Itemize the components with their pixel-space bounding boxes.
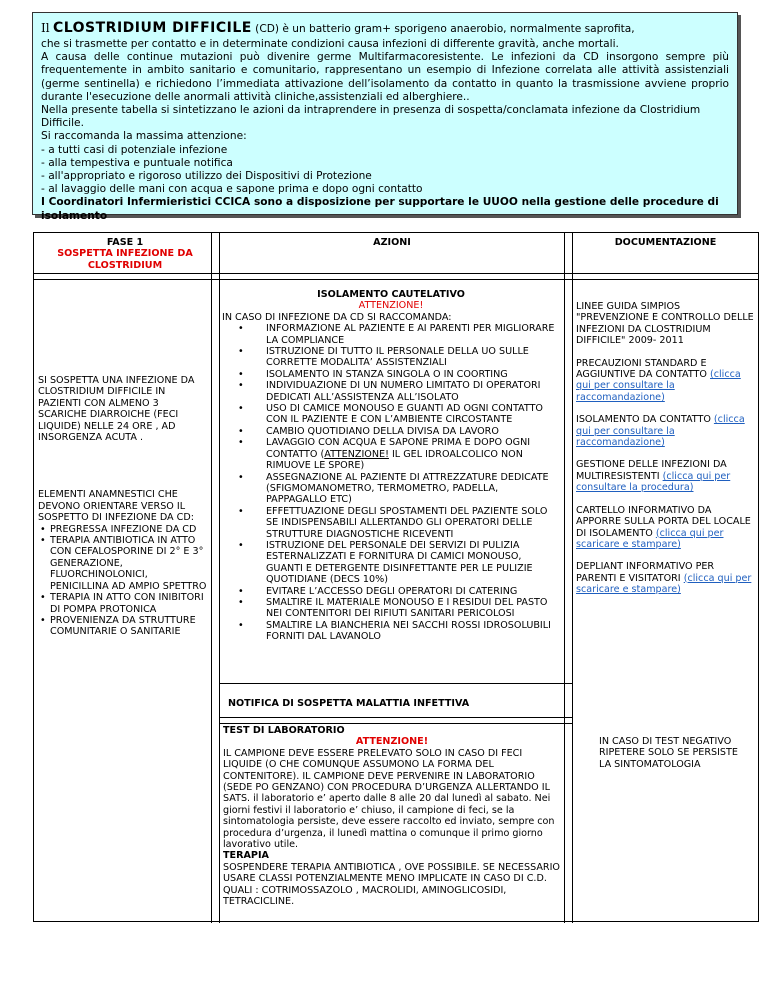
leaflet-link[interactable]: (clicca qui per scaricare e stampare) bbox=[576, 572, 752, 596]
isolation-cell bbox=[222, 289, 560, 643]
intro-line-2: che si trasmette per contatto e in determinate condizioni causa infezioni di differente gravità, anche mortali. bbox=[41, 38, 619, 50]
procedure-table bbox=[33, 232, 759, 922]
left-column bbox=[38, 375, 208, 638]
list-item bbox=[266, 437, 560, 471]
intro-recommend: Si raccomanda la massima attenzione: bbox=[41, 130, 247, 143]
intro-bullet: - al lavaggio delle mani con acqua e sapone prima e dopo ogni contatto bbox=[41, 183, 423, 196]
therapy-text: SOSPENDERE TERAPIA ANTIBIOTICA , OVE POSSIBILE. SE NECESSARIO USARE CLASSI POTENZIALMENTE MENO IMPLICATE IN CASO DI C.D. QUALI : COTRIMOSSAZOLO , MACROLIDI, AMINOGLICOSIDI, TETRACICLINE. bbox=[223, 861, 560, 908]
leaflet-info bbox=[576, 561, 756, 595]
list-item: • INDIVIDUAZIONE DI UN NUMERO LIMITATO DI OPERATORI DEDICATI ALL’ASSISTENZA ALL’ISOLATO bbox=[266, 380, 560, 403]
intro-box bbox=[32, 12, 738, 222]
lab-warning: ATTENZIONE! bbox=[355, 736, 429, 748]
suspect-text: SI SOSPETTA UNA INFEZIONE DA CLOSTRIDIUM DIFFICILE IN PAZIENTI CON ALMENO 3 SCARICHE DIARROICHE (FECI LIQUIDE) NELLE 24 ORE , AD INSORGENZA ACUTA . bbox=[38, 375, 195, 444]
intro-il: Il bbox=[41, 21, 50, 35]
header-documentation: DOCUMENTAZIONE bbox=[614, 237, 717, 248]
standard-text: PRECAUZIONI STANDARD E AGGIUNTIVE DA CONTATTO bbox=[576, 357, 710, 381]
intro-bullet: - alla tempestiva e puntuale notifica bbox=[41, 156, 233, 169]
list-item: • CAMBIO QUOTIDIANO DELLA DIVISA DA LAVORO bbox=[266, 426, 560, 437]
wash-end: IL GEL IDROALCOLICO NON RIMUOVE LE SPORE) bbox=[266, 448, 523, 472]
lab-text-caps: IL CAMPIONE DEVE ESSERE PRELEVATO SOLO IN CASO DI FECI LIQUIDE (O CHE COMUNQUE ASSUMONO LA FORMA DEL CONTENITORE). IL CAMPIONE DEVE PERVENIRE IN LABORATORIO (SEDE PO GENZANO) CON PROCEDURA D’URGENZA ALLERTANDO IL SATS. bbox=[223, 747, 550, 805]
header-actions: AZIONI bbox=[373, 237, 411, 248]
header-phase: FASE 1 bbox=[106, 237, 144, 248]
lab-text bbox=[223, 748, 561, 851]
isolation-warning: ATTENZIONE! bbox=[358, 300, 424, 312]
intro-paragraph: A causa delle continue mutazioni può divenire germe Multifarmacoresistente. Le infezioni da CD insorgono sempre più frequentemente in ambito sanitario e comunitario, rappresentano un esempio di Infezione correlata alle attività assistenziali (germe sentinella) e richiedono l’immediata attivazione dell’isolamento da contatto in quanto la trasmissione avviene proprio durante l'esecuzione delle anormali attività cliniche,assistenziali ed alberghiere.. bbox=[41, 51, 729, 103]
list-item: • PROVENIENZA DA STRUTTURE COMUNITARIE O SANITARIE bbox=[50, 615, 208, 638]
list-item: • USO DI CAMICE MONOUSO E GUANTI AD OGNI CONTATTO CON IL PAZIENTE E CON L’AMBIENTE CIRCOSTANTE bbox=[266, 403, 560, 426]
multires-link[interactable]: (clicca qui per consultare la procedura) bbox=[576, 470, 731, 494]
negative-test-note: IN CASO DI TEST NEGATIVO RIPETERE SOLO SE PERSISTE LA SINTOMATOLOGIA bbox=[599, 736, 738, 770]
intro-bullet: - all'appropriato e rigoroso utilizzo dei Dispositivi di Protezione bbox=[41, 170, 372, 183]
list-item: • EVITARE L’ACCESSO DEGLI OPERATORI DI CATERING bbox=[266, 586, 560, 597]
list-item: • TERAPIA ANTIBIOTICA IN ATTO CON CEFALOSPORINE DI 2° E 3° GENERAZIONE, FLUORCHINOLONICI, PENICILLINA AD AMPIO SPETTRO bbox=[50, 535, 208, 592]
list-item: • ASSEGNAZIONE AL PAZIENTE DI ATTREZZATURE DEDICATE (SFIGMOMANOMETRO, TERMOMETRO, PADELLA, PAPPAGALLO ETC) bbox=[266, 472, 560, 506]
intro-brand: CLOSTRIDIUM DIFFICILE bbox=[52, 20, 252, 36]
contact-link[interactable]: (clicca qui per consultare la raccomandazione) bbox=[576, 414, 745, 449]
contact-isolation bbox=[576, 414, 756, 448]
guideline-text: LINEE GUIDA SIMPIOS "PREVENZIONE E CONTROLLO DELLE INFEZIONI DA CLOSTRIDIUM DIFFICILE" 2009- 2011 bbox=[576, 301, 754, 347]
multires-management bbox=[576, 459, 756, 493]
list-item: • ISTRUZIONE DEL PERSONALE DEI SERVIZI DI PULIZIA ESTERNALIZZATI E FORNITURA DI CAMICI MONOUSO, GUANTI E DETERGENTE DISINFETTANTE PER LE PULIZIE QUOTIDIANE (DECS 10%) bbox=[266, 540, 560, 586]
list-item: • SMALTIRE LA BIANCHERIA NEI SACCHI ROSSI IDROSOLUBILI FORNITI DAL LAVANOLO bbox=[266, 620, 560, 643]
list-item: • ISOLAMENTO IN STANZA SINGOLA O IN COORTING bbox=[266, 369, 560, 380]
list-item: • PREGRESSA INFEZIONE DA CD bbox=[50, 524, 208, 535]
header-phase-cell bbox=[46, 237, 204, 271]
list-item: • EFFETTUAZIONE DEGLI SPOSTAMENTI DEL PAZIENTE SOLO SE INDISPENSABILI ALLERTANDO GLI OPERATORI DELLE STRUTTURE DIAGNOSTICHE RICEVENTI bbox=[266, 506, 560, 540]
intro-bullet: - a tutti casi di potenziale infezione bbox=[41, 143, 228, 156]
multires-text: GESTIONE DELLE INFEZIONI DA MULTIRESISTENTI bbox=[576, 459, 727, 482]
anamnesis-title: ELEMENTI ANAMNESTICI CHE DEVONO ORIENTARE VERSO IL SOSPETTO DI INFEZIONE DA CD: bbox=[38, 489, 194, 524]
standard-precautions bbox=[576, 358, 756, 404]
list-item: • SMALTIRE IL MATERIALE MONOUSO E I RESIDUI DEL PASTO NEI CONTENITORI DEI RIFIUTI SANITARI PERICOLOSI bbox=[266, 597, 560, 620]
intro-paragraph-2: Nella presente tabella si sintetizzano le azioni da intraprendere in presenza di sospetta/conclamata infezione da Clostridium Difficile. bbox=[41, 104, 701, 130]
poster-text: CARTELLO INFORMATIVO DA APPORRE SULLA PORTA DEL LOCALE DI ISOLAMENTO bbox=[576, 504, 751, 539]
wash-start: LAVAGGIO CON ACQUA E SAPONE PRIMA E DOPO OGNI CONTATTO ( bbox=[266, 437, 531, 460]
documentation-cell bbox=[576, 301, 756, 607]
standard-link[interactable]: (clicca qui per consultare la raccomandazione) bbox=[576, 369, 741, 403]
list-item: • ISTRUZIONE DI TUTTO IL PERSONALE DELLA UO SULLE CORRETTE MODALITA’ ASSISTENZIALI bbox=[266, 346, 560, 369]
lab-cell bbox=[223, 725, 561, 908]
isolation-title: ISOLAMENTO CAUTELATIVO bbox=[317, 289, 465, 300]
wash-attention: ATTENZIONE! bbox=[324, 448, 389, 460]
leaflet-text: DEPLIANT INFORMATIVO PER PARENTI E VISITATORI bbox=[576, 561, 715, 584]
intro-title-line bbox=[41, 19, 729, 38]
isolation-intro: IN CASO DI INFEZIONE DA CD SI RACCOMANDA: bbox=[222, 311, 452, 323]
notify-row: NOTIFICA DI SOSPETTA MALATTIA INFETTIVA bbox=[228, 698, 470, 709]
intro-closing: I Coordinatori Infermieristici CCICA sono a disposizione per supportare le UUOO nella gestione delle procedure di isolamento bbox=[41, 196, 719, 222]
therapy-title: TERAPIA bbox=[223, 850, 269, 862]
isolation-list bbox=[222, 323, 560, 642]
poster-link[interactable]: (clicca qui per scaricare e stampare) bbox=[576, 527, 724, 550]
list-item: • TERAPIA IN ATTO CON INIBITORI DI POMPA PROTONICA bbox=[50, 592, 208, 615]
anamnesis-list bbox=[38, 524, 208, 638]
intro-title-rest: (CD) è un batterio gram+ sporigeno anaerobio, normalmente saprofita, bbox=[251, 23, 635, 35]
poster-info bbox=[576, 505, 756, 551]
contact-text: ISOLAMENTO DA CONTATTO bbox=[576, 414, 714, 426]
header-phase-title: SOSPETTA INFEZIONE DA CLOSTRIDIUM bbox=[57, 248, 193, 271]
lab-text-normal: il laboratorio e’ aperto dalle 8 alle 20 dal lunedì al sabato. Nei giorni festivi il laboratorio e’ chiuso, il campione di feci, se la sintomatologia persiste, deve essere raccolto ed inviato, sempre con procedura d’urgenza, il lunedì mattina o comunque il primo giorno lavorativo utile. bbox=[223, 793, 555, 851]
list-item: • INFORMAZIONE AL PAZIENTE E AI PARENTI PER MIGLIORARE LA COMPLIANCE bbox=[266, 323, 560, 346]
lab-title: TEST DI LABORATORIO bbox=[223, 725, 345, 736]
